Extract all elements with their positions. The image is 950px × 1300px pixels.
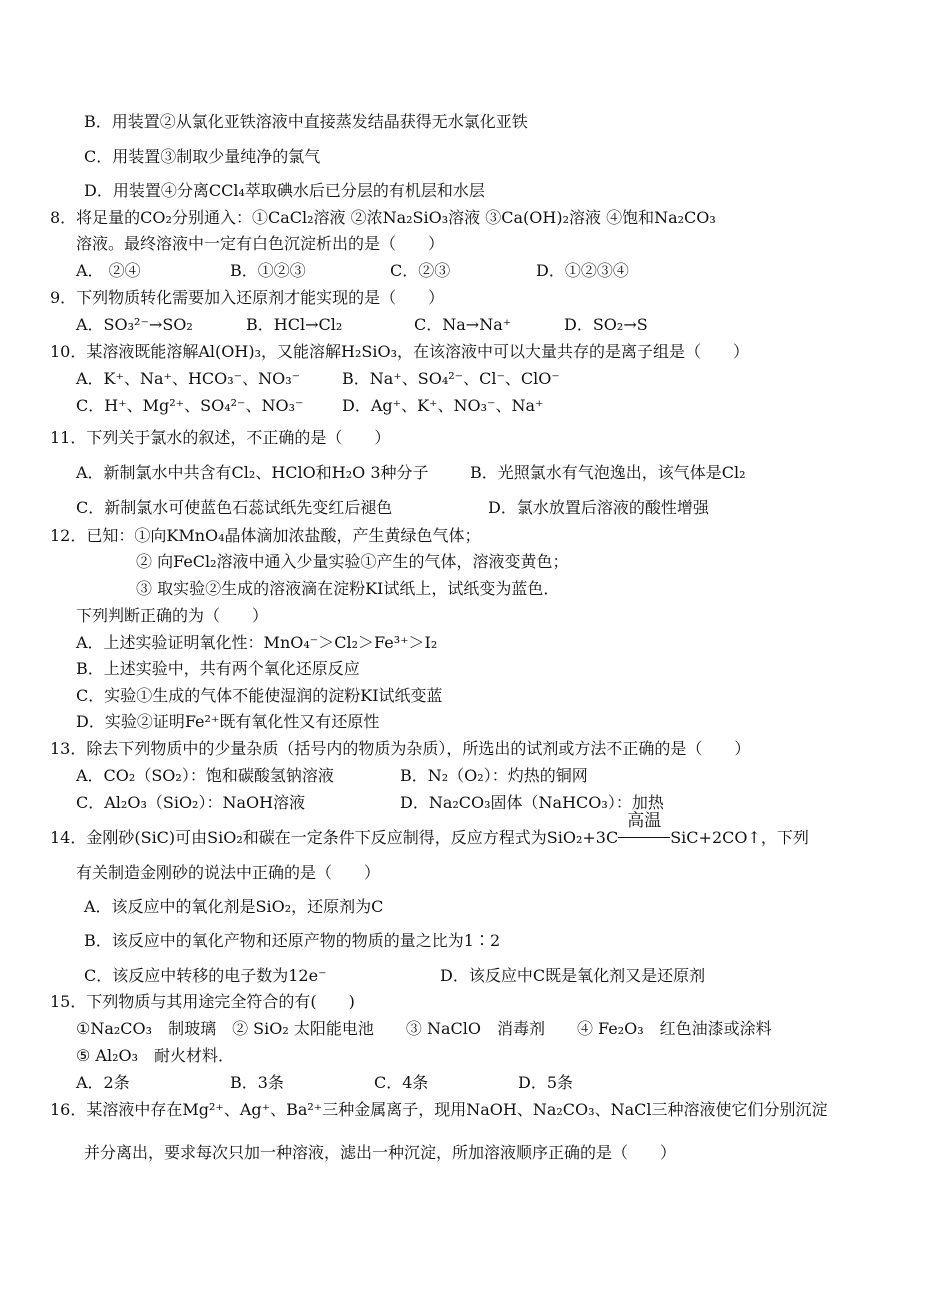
q15-items-line2: ⑤ Al₂O₃ 耐火材料．	[76, 1046, 235, 1065]
q12-step-3: ③ 取实验②生成的溶液滴在淀粉KI试纸上，试纸变为蓝色．	[136, 579, 560, 598]
q16-stem-line1: 16．某溶液中存在Mg²⁺、Ag⁺、Ba²⁺三种金属离子，现用NaOH、Na₂CO₃、NaCl三种溶液使它们分别沉淀	[50, 1100, 828, 1119]
q9-option-b: B．HCl→Cl₂	[246, 315, 343, 334]
q10-stem: 10．某溶液既能溶解Al(OH)₃，又能溶解H₂SiO₃，在该溶液中可以大量共存的是离子组是（ ）	[50, 342, 749, 361]
q11-option-d: D．氯水放置后溶液的酸性增强	[488, 498, 709, 517]
q15-option-d: D．5条	[518, 1073, 574, 1092]
q10-option-b: B．Na⁺、SO₄²⁻、Cl⁻、ClO⁻	[342, 369, 560, 388]
reaction-arrow	[618, 811, 670, 848]
q12-option-d: D．实验②证明Fe²⁺既有氧化性又有还原性	[76, 712, 380, 731]
q11-option-a: A．新制氯水中共含有Cl₂、HClO和H₂O 3种分子	[76, 463, 429, 482]
q14-option-a: A．该反应中的氧化剂是SiO₂，还原剂为C	[84, 897, 384, 916]
q14-option-c: C．该反应中转移的电子数为12e⁻	[84, 966, 327, 985]
q10-option-c: C．H⁺、Mg²⁺、SO₄²⁻、NO₃⁻	[76, 396, 304, 415]
q14-option-d: D．该反应中C既是氧化剂又是还原剂	[440, 966, 706, 985]
q14-stem-part-b: SiC+2CO↑，下列	[670, 828, 809, 847]
q14-stem-part-a: 14．金刚砂(SiC)可由SiO₂和碳在一定条件下反应制得，反应方程式为SiO₂+3C	[50, 828, 619, 847]
q13-option-a: A．CO₂（SO₂）：饱和碳酸氢钠溶液	[76, 766, 334, 785]
q9-option-a: A．SO₃²⁻→SO₂	[76, 315, 193, 334]
q15-option-c: C．4条	[374, 1073, 429, 1092]
q11-option-b: B．光照氯水有气泡逸出，该气体是Cl₂	[470, 463, 746, 482]
q9-option-d: D．SO₂→S	[564, 315, 648, 334]
q12-ask: 下列判断正确的为（ ）	[76, 606, 269, 625]
q8-option-a: A． ②④	[76, 261, 141, 280]
q8-option-c: C．②③	[390, 261, 451, 280]
reaction-condition: 高温	[627, 811, 662, 831]
q8-stem-line2: 溶液。最终溶液中一定有白色沉淀析出的是（ ）	[76, 234, 445, 253]
q7-option-c: C．用装置③制取少量纯净的氯气	[84, 147, 321, 166]
q7-option-d: D．用装置④分离CCl₄萃取碘水后已分层的有机层和水层	[84, 181, 485, 200]
q11-stem: 11．下列关于氯水的叙述，不正确的是（ ）	[50, 428, 391, 447]
q12-option-c: C．实验①生成的气体不能使湿润的淀粉KI试纸变蓝	[76, 686, 443, 705]
q15-items-line1: ①Na₂CO₃ 制玻璃 ② SiO₂ 太阳能电池 ③ NaClO 消毒剂 ④ Fe₂O₃ 红色油漆或涂料	[76, 1019, 772, 1038]
q12-option-a: A．上述实验证明氧化性：MnO₄⁻＞Cl₂＞Fe³⁺＞I₂	[76, 633, 438, 652]
q8-option-d: D．①②③④	[536, 261, 629, 280]
q12-option-b: B．上述实验中，共有两个氧化还原反应	[76, 659, 360, 678]
q13-option-d: D．Na₂CO₃固体（NaHCO₃）：加热	[400, 793, 664, 812]
q14-option-b: B．该反应中的氧化产物和还原产物的物质的量之比为1∶2	[84, 931, 501, 950]
q13-option-c: C．Al₂O₃（SiO₂）：NaOH溶液	[76, 793, 306, 812]
q12-step-2: ② 向FeCl₂溶液中通入少量实验①产生的气体，溶液变黄色；	[136, 552, 569, 571]
q16-stem-line2: 并分离出，要求每次只加一种溶液，滤出一种沉淀，所加溶液顺序正确的是（ ）	[84, 1143, 677, 1162]
q10-option-a: A．K⁺、Na⁺、HCO₃⁻、NO₃⁻	[76, 369, 301, 388]
q15-stem: 15．下列物质与其用途完全符合的有( )	[50, 992, 355, 1011]
q13-option-b: B．N₂（O₂）：灼热的铜网	[400, 766, 588, 785]
q15-option-a: A．2条	[76, 1073, 130, 1092]
q9-stem: 9．下列物质转化需要加入还原剂才能实现的是（ ）	[50, 288, 445, 307]
q14-stem-line1	[50, 811, 809, 848]
q8-option-b: B．①②③	[230, 261, 306, 280]
q7-option-b: B．用装置②从氯化亚铁溶液中直接蒸发结晶获得无水氯化亚铁	[84, 112, 528, 131]
q15-option-b: B．3条	[230, 1073, 284, 1092]
q14-stem-line2: 有关制造金刚砂的说法中正确的是（ ）	[76, 863, 381, 882]
q13-stem: 13．除去下列物质中的少量杂质（括号内的物质为杂质），所选出的试剂或方法不正确的是（ ）	[50, 739, 751, 758]
q9-option-c: C．Na→Na⁺	[414, 315, 512, 334]
q8-stem-line1: 8．将足量的CO₂分别通入：①CaCl₂溶液 ②浓Na₂SiO₃溶液 ③Ca(OH)₂溶液 ④饱和Na₂CO₃	[50, 208, 716, 227]
q10-option-d: D．Ag⁺、K⁺、NO₃⁻、Na⁺	[342, 396, 544, 415]
q11-option-c: C．新制氯水可使蓝色石蕊试纸先变红后褪色	[76, 498, 393, 517]
q12-stem: 12．已知：①向KMnO₄晶体滴加浓盐酸，产生黄绿色气体；	[50, 526, 481, 545]
